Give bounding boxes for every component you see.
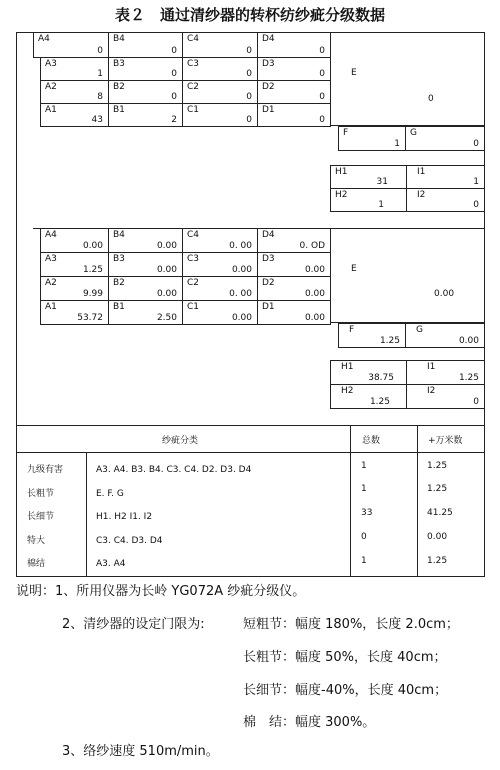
cell-value: 1.25 <box>369 397 390 407</box>
divider <box>350 425 351 577</box>
grid-cell <box>257 80 331 104</box>
grid-cell <box>257 228 331 253</box>
divider <box>16 425 485 426</box>
cell-value: 0 <box>319 115 325 125</box>
cell-label: D1 <box>262 105 275 115</box>
cell-value: 1 <box>97 69 103 79</box>
grid-cell <box>330 188 407 212</box>
grid-cell <box>182 228 258 253</box>
grid-cell <box>40 228 109 253</box>
cell-value: 43 <box>91 115 103 125</box>
cell-value: 0 <box>246 69 252 79</box>
row-rate: 1.25 <box>427 461 448 471</box>
cell-label: B1 <box>113 302 125 312</box>
cell-label: B4 <box>113 34 125 44</box>
row-rate: 0.00 <box>427 532 448 542</box>
row-name: 特大 <box>27 536 46 546</box>
cell-label: D2 <box>262 82 275 92</box>
grid-cell <box>108 228 183 253</box>
cell-value: 0.00 <box>82 241 103 251</box>
cell-e-label: E <box>351 264 357 274</box>
grid-cell <box>330 360 407 385</box>
cell-label: A4 <box>38 34 50 44</box>
grid-cell <box>108 300 183 325</box>
cell-label: B3 <box>113 59 125 69</box>
grid-cell <box>108 32 183 58</box>
grid-cell <box>182 300 258 325</box>
header-total: 总数 <box>362 436 381 446</box>
row-classes: E. F. G <box>96 489 124 499</box>
grid-cell <box>406 360 485 385</box>
cell-label: B1 <box>113 105 125 115</box>
cell-e-value: 0 <box>428 94 434 104</box>
cell-value: 0.00 <box>304 289 325 299</box>
grid-cell <box>40 252 109 277</box>
grid-cell <box>330 165 407 189</box>
cell-value: 0 <box>246 115 252 125</box>
grid-cell <box>40 57 109 81</box>
cell-value: 1.25 <box>82 265 103 275</box>
grid-cell <box>257 300 331 325</box>
cell-value: 53.72 <box>77 313 103 323</box>
cell-label: H1 <box>341 362 354 372</box>
cell-value: 0 <box>171 69 177 79</box>
cell-value: 0 <box>319 69 325 79</box>
cell-label: A2 <box>45 278 57 288</box>
cell-label: C2 <box>187 278 200 288</box>
cell-value: 0.00 <box>156 289 177 299</box>
cell-value: 0 <box>473 139 479 149</box>
row-rate: 1.25 <box>427 556 448 566</box>
cell-label: A3 <box>45 59 57 69</box>
cell-value: 1.25 <box>458 373 479 383</box>
cell-label: C4 <box>187 34 200 44</box>
cell-value: 0. 00 <box>229 241 252 251</box>
cell-label: A2 <box>45 82 57 92</box>
cell-label: A3 <box>45 254 57 264</box>
cell-value: 0 <box>473 200 479 210</box>
cell-label: B3 <box>113 254 125 264</box>
cell-value: 2 <box>171 115 177 125</box>
grid-cell <box>40 300 109 325</box>
cell-label: I1 <box>417 167 426 177</box>
divider <box>330 32 331 125</box>
grid-cell <box>182 252 258 277</box>
grid-cell <box>405 323 485 348</box>
note-3: 3、络纱速度 510m/min。 <box>62 744 219 759</box>
grid-cell <box>257 252 331 277</box>
cell-label: B4 <box>113 230 125 240</box>
cell-label: C4 <box>187 230 200 240</box>
cell-label: F <box>349 325 355 335</box>
cell-value: 0.00 <box>304 265 325 275</box>
cell-label: H2 <box>341 386 354 396</box>
cell-label: C1 <box>187 302 200 312</box>
row-name: 九级有害 <box>27 465 64 475</box>
cell-value: 1 <box>394 139 400 149</box>
cell-label: D3 <box>262 254 275 264</box>
cell-label: H2 <box>335 190 348 200</box>
cell-value: 0. 00 <box>229 289 252 299</box>
cell-value: 8 <box>97 92 103 102</box>
cell-label: I2 <box>417 190 426 200</box>
grid-cell <box>108 57 183 81</box>
cell-value: 0. OD <box>299 241 325 251</box>
cell-label: H1 <box>335 167 348 177</box>
grid-cell <box>405 126 485 151</box>
cell-label: F <box>343 128 349 138</box>
grid-cell <box>182 57 258 81</box>
grid-cell <box>108 103 183 127</box>
row-classes: A3. A4 <box>96 559 126 569</box>
table-title: 表２ 通过清纱器的转杯纺纱疵分级数据 <box>114 6 385 24</box>
cell-value: 38.75 <box>368 373 394 383</box>
cell-label: A1 <box>45 302 57 312</box>
grid-cell <box>40 276 109 301</box>
note-2: 2、清纱器的设定门限为: <box>62 617 205 632</box>
grid-cell <box>182 32 258 58</box>
cell-value: 0 <box>319 46 325 56</box>
cell-value: 31 <box>376 177 388 187</box>
grid-cell <box>406 188 485 212</box>
divider <box>330 228 331 322</box>
cell-value: 1 <box>378 200 384 210</box>
cell-label: C1 <box>187 105 200 115</box>
cell-value: 0.00 <box>156 265 177 275</box>
grid-cell <box>257 57 331 81</box>
cell-label: C3 <box>187 254 200 264</box>
row-total: 1 <box>361 484 367 494</box>
cell-value: 0 <box>473 397 479 407</box>
grid-cell <box>182 80 258 104</box>
cell-label: B2 <box>113 278 125 288</box>
cell-label: G <box>410 128 417 138</box>
note-2-neps: 棉 结：幅度 300%。 <box>243 715 376 730</box>
cell-value: 2.50 <box>156 313 177 323</box>
note-1: 说明：1、所用仪器为长岭 YG072A 纱疵分级仪。 <box>16 584 306 599</box>
header-rate: +万米数 <box>428 436 463 446</box>
cell-value: 0 <box>97 46 103 56</box>
cell-e-value: 0.00 <box>434 289 455 299</box>
cell-label: G <box>416 325 423 335</box>
row-classes: A3. A4. B3. B4. C3. C4. D2. D3. D4 <box>96 465 252 475</box>
row-classes: H1. H2 I1. I2 <box>96 512 153 522</box>
grid-cell <box>338 126 406 151</box>
cell-value: 1 <box>473 177 479 187</box>
divider <box>86 452 87 577</box>
cell-value: 0 <box>246 46 252 56</box>
row-name: 长粗节 <box>27 489 55 499</box>
grid-cell <box>330 384 407 409</box>
row-rate: 1.25 <box>427 484 448 494</box>
grid-cell <box>182 103 258 127</box>
row-total: 1 <box>361 461 367 471</box>
cell-value: 0 <box>171 46 177 56</box>
grid-cell <box>108 80 183 104</box>
cell-label: A1 <box>45 105 57 115</box>
cell-label: C3 <box>187 59 200 69</box>
row-name: 棉结 <box>27 559 46 569</box>
cell-label: D4 <box>262 230 275 240</box>
cell-value: 0.00 <box>156 241 177 251</box>
grid-cell <box>257 103 331 127</box>
grid-cell <box>182 276 258 301</box>
cell-label: D4 <box>262 34 275 44</box>
cell-label: D3 <box>262 59 275 69</box>
note-2-long-thick: 长粗节：幅度 50%，长度 40cm； <box>243 650 447 665</box>
row-rate: 41.25 <box>427 508 453 518</box>
grid-cell <box>108 276 183 301</box>
row-total: 0 <box>361 532 367 542</box>
cell-label: I2 <box>427 386 436 396</box>
cell-label: A4 <box>45 230 57 240</box>
grid-cell <box>257 276 331 301</box>
cell-e-label: E <box>351 68 357 78</box>
grid-cell <box>33 32 109 58</box>
cell-value: 0.00 <box>231 265 252 275</box>
cell-value: 0.00 <box>231 313 252 323</box>
row-total: 33 <box>361 508 373 518</box>
cell-label: B2 <box>113 82 125 92</box>
cell-value: 1.25 <box>379 336 400 346</box>
grid-cell <box>40 80 109 104</box>
cell-label: D2 <box>262 278 275 288</box>
cell-value: 0 <box>319 92 325 102</box>
cell-value: 9.99 <box>82 289 103 299</box>
cell-label: C2 <box>187 82 200 92</box>
cell-label: D1 <box>262 302 275 312</box>
grid-cell <box>40 103 109 127</box>
cell-value: 0 <box>246 92 252 102</box>
grid-cell <box>406 165 485 189</box>
header-class: 纱疵分类 <box>162 436 199 446</box>
cell-value: 0.00 <box>304 313 325 323</box>
cell-value: 0 <box>171 92 177 102</box>
cell-label: I1 <box>427 362 436 372</box>
row-total: 1 <box>361 556 367 566</box>
grid-cell <box>338 323 406 348</box>
cell-value: 0.00 <box>458 336 479 346</box>
note-2-short-thick: 短粗节：幅度 180%，长度 2.0cm； <box>243 617 459 632</box>
divider <box>417 425 418 577</box>
grid-cell <box>108 252 183 277</box>
grid-cell <box>406 384 485 409</box>
row-name: 长细节 <box>27 512 55 522</box>
row-classes: C3. C4. D3. D4 <box>96 536 163 546</box>
grid-cell <box>257 32 331 58</box>
note-2-long-thin: 长细节：幅度-40%，长度 40cm； <box>243 683 448 698</box>
